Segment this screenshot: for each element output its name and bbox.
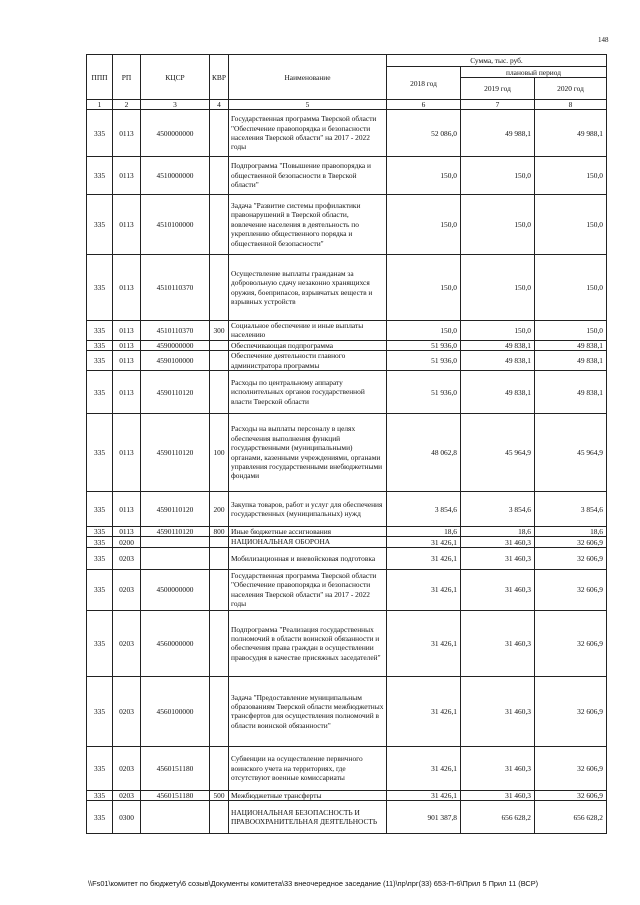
cell-2020: 18,6: [535, 527, 607, 537]
cell-2019: 31 460,3: [461, 676, 535, 746]
cell-name: Подпрограмма "Повышение правопорядка и общественной безопасности в Тверской области": [229, 157, 387, 195]
cell-ppp: 335: [87, 790, 113, 800]
cell-2019: 150,0: [461, 321, 535, 341]
col-number: 8: [535, 100, 607, 110]
cell-ppp: 335: [87, 371, 113, 414]
cell-rp: 0300: [113, 801, 141, 834]
cell-name: Иные бюджетные ассигнования: [229, 527, 387, 537]
cell-ppp: 335: [87, 255, 113, 321]
cell-name: Социальное обеспечение и иные выплаты населению: [229, 321, 387, 341]
cell-kcsr: 4500000000: [141, 110, 210, 157]
cell-2020: 45 964,9: [535, 414, 607, 492]
table-row: [87, 790, 607, 800]
header-kcsr: КЦСР: [141, 55, 210, 100]
cell-2018: 31 426,1: [387, 537, 461, 547]
cell-2018: 150,0: [387, 321, 461, 341]
cell-name: Осуществление выплаты гражданам за добровольную сдачу незаконно хранящихся оружия, боеприпасов, взрывчатых веществ и взрывных устройств: [229, 255, 387, 321]
cell-ppp: 335: [87, 746, 113, 790]
footer-file-path: \\Fs01\комитет по бюджету\6 созыв\Документы комитета\33 внеочередное заседание (11)\пр\прг(33) 653-П-6\Прил 5 Прил 11 (ВСР): [88, 879, 539, 888]
cell-name: Задача "Развитие системы профилактики правонарушений в Тверской области, вовлечение населения в деятельность по укреплению общественного порядка и общественной безопасности": [229, 195, 387, 255]
table-row: [87, 351, 607, 371]
cell-ppp: 335: [87, 110, 113, 157]
cell-2018: 48 062,8: [387, 414, 461, 492]
cell-rp: 0203: [113, 676, 141, 746]
header-2019: 2019 год: [461, 78, 535, 100]
cell-ppp: 335: [87, 351, 113, 371]
cell-name: Государственная программа Тверской области "Обеспечение правопорядка и безопасности населения Тверской области" на 2017 - 2022 годы: [229, 569, 387, 610]
cell-2020: 150,0: [535, 195, 607, 255]
table-row: [87, 676, 607, 746]
table-row: [87, 371, 607, 414]
cell-rp: 0113: [113, 157, 141, 195]
cell-2020: 150,0: [535, 255, 607, 321]
cell-name: Задача "Предоставление муниципальным образованиям Тверской области межбюджетных трансфертов для осуществления полномочий в области воинской обязанности": [229, 676, 387, 746]
cell-kcsr: 4590000000: [141, 340, 210, 350]
cell-name: Подпрограмма "Реализация государственных полномочий в области воинской обязанности и обеспечения права граждан в осуществлении правосудия в качестве присяжных заседателей": [229, 610, 387, 676]
col-number: 7: [461, 100, 535, 110]
cell-2018: 31 426,1: [387, 676, 461, 746]
cell-2019: 49 838,1: [461, 351, 535, 371]
cell-kcsr: 4510000000: [141, 157, 210, 195]
cell-2019: 31 460,3: [461, 746, 535, 790]
cell-name: Мобилизационная и вневойсковая подготовка: [229, 547, 387, 569]
cell-kcsr: 4510110370: [141, 255, 210, 321]
cell-ppp: 335: [87, 801, 113, 834]
table-row: [87, 321, 607, 341]
cell-2018: 31 426,1: [387, 746, 461, 790]
cell-2019: 18,6: [461, 527, 535, 537]
cell-kvr: [210, 255, 229, 321]
cell-name: Закупка товаров, работ и услуг для обеспечения государственных (муниципальных) нужд: [229, 492, 387, 527]
cell-2018: 18,6: [387, 527, 461, 537]
header-sum: Сумма, тыс. руб.: [387, 55, 607, 67]
cell-2019: 31 460,3: [461, 610, 535, 676]
cell-rp: 0113: [113, 351, 141, 371]
cell-2020: 32 606,9: [535, 547, 607, 569]
cell-2018: 3 854,6: [387, 492, 461, 527]
cell-kcsr: 4590110120: [141, 371, 210, 414]
cell-name: Обеспечивающая подпрограмма: [229, 340, 387, 350]
budget-table: [86, 54, 607, 834]
table-row: [87, 537, 607, 547]
cell-kvr: 100: [210, 414, 229, 492]
cell-kcsr: 4560000000: [141, 610, 210, 676]
col-number: 1: [87, 100, 113, 110]
cell-kcsr: 4510110370: [141, 321, 210, 341]
cell-2019: 3 854,6: [461, 492, 535, 527]
cell-rp: 0113: [113, 255, 141, 321]
cell-kvr: [210, 801, 229, 834]
cell-2020: 32 606,9: [535, 746, 607, 790]
cell-2020: 32 606,9: [535, 790, 607, 800]
cell-2020: 32 606,9: [535, 537, 607, 547]
table-row: [87, 527, 607, 537]
cell-kcsr: 4590100000: [141, 351, 210, 371]
cell-2020: 49 838,1: [535, 340, 607, 350]
cell-ppp: 335: [87, 321, 113, 341]
header-kvr: КВР: [210, 55, 229, 100]
cell-ppp: 335: [87, 610, 113, 676]
cell-kvr: [210, 610, 229, 676]
header-rp: РП: [113, 55, 141, 100]
table-row: [87, 492, 607, 527]
cell-2018: 31 426,1: [387, 610, 461, 676]
cell-rp: 0203: [113, 746, 141, 790]
cell-rp: 0113: [113, 527, 141, 537]
cell-kcsr: 4560151180: [141, 790, 210, 800]
cell-kcsr: 4560151180: [141, 746, 210, 790]
cell-2020: 49 838,1: [535, 371, 607, 414]
col-number: 4: [210, 100, 229, 110]
cell-kcsr: 4510100000: [141, 195, 210, 255]
cell-ppp: 335: [87, 157, 113, 195]
cell-2019: 31 460,3: [461, 537, 535, 547]
table-row: [87, 195, 607, 255]
cell-2020: 32 606,9: [535, 569, 607, 610]
cell-kvr: [210, 569, 229, 610]
cell-rp: 0113: [113, 321, 141, 341]
col-number: 2: [113, 100, 141, 110]
cell-2018: 150,0: [387, 255, 461, 321]
cell-2019: 31 460,3: [461, 547, 535, 569]
cell-2020: 49 988,1: [535, 110, 607, 157]
table-row: [87, 610, 607, 676]
header-name: Наименование: [229, 55, 387, 100]
cell-2019: 150,0: [461, 195, 535, 255]
cell-kvr: 800: [210, 527, 229, 537]
cell-kcsr: 4590110120: [141, 492, 210, 527]
cell-2019: 656 628,2: [461, 801, 535, 834]
table-row: [87, 255, 607, 321]
cell-2019: 49 838,1: [461, 340, 535, 350]
cell-kvr: [210, 110, 229, 157]
cell-2018: 150,0: [387, 157, 461, 195]
cell-kcsr: [141, 537, 210, 547]
cell-2020: 32 606,9: [535, 610, 607, 676]
header-2020: 2020 год: [535, 78, 607, 100]
cell-kcsr: [141, 801, 210, 834]
cell-kcsr: 4560100000: [141, 676, 210, 746]
cell-2018: 31 426,1: [387, 547, 461, 569]
table-row: [87, 340, 607, 350]
cell-2018: 51 936,0: [387, 371, 461, 414]
header-plan: плановый период: [461, 67, 607, 78]
cell-name: Обеспечение деятельности главного администратора программы: [229, 351, 387, 371]
cell-ppp: 335: [87, 492, 113, 527]
col-number: 5: [229, 100, 387, 110]
cell-ppp: 335: [87, 195, 113, 255]
cell-2018: 52 086,0: [387, 110, 461, 157]
cell-ppp: 335: [87, 547, 113, 569]
cell-kcsr: 4590110120: [141, 527, 210, 537]
cell-kcsr: 4500000000: [141, 569, 210, 610]
table-row: [87, 801, 607, 834]
cell-rp: 0113: [113, 110, 141, 157]
cell-rp: 0203: [113, 547, 141, 569]
cell-rp: 0113: [113, 414, 141, 492]
cell-kvr: [210, 351, 229, 371]
cell-2019: 45 964,9: [461, 414, 535, 492]
cell-rp: 0203: [113, 569, 141, 610]
cell-2019: 49 988,1: [461, 110, 535, 157]
cell-rp: 0113: [113, 371, 141, 414]
cell-2018: 31 426,1: [387, 790, 461, 800]
table-row: [87, 746, 607, 790]
col-number: 3: [141, 100, 210, 110]
cell-rp: 0113: [113, 492, 141, 527]
table-row: [87, 569, 607, 610]
cell-kvr: [210, 746, 229, 790]
cell-rp: 0203: [113, 790, 141, 800]
table-row: [87, 547, 607, 569]
col-number: 6: [387, 100, 461, 110]
cell-2019: 150,0: [461, 157, 535, 195]
cell-ppp: 335: [87, 676, 113, 746]
column-number-row: [87, 100, 607, 110]
cell-kvr: 300: [210, 321, 229, 341]
cell-rp: 0203: [113, 610, 141, 676]
cell-ppp: 335: [87, 340, 113, 350]
cell-name: Расходы на выплаты персоналу в целях обеспечения выполнения функций государственными (муниципальными) органами, казенными учреждениями, органами управления государственными внебюджетными фондами: [229, 414, 387, 492]
cell-kvr: [210, 157, 229, 195]
cell-kvr: [210, 537, 229, 547]
cell-2019: 31 460,3: [461, 569, 535, 610]
cell-kvr: [210, 547, 229, 569]
cell-rp: 0113: [113, 195, 141, 255]
cell-2020: 32 606,9: [535, 676, 607, 746]
cell-name: Межбюджетные трансферты: [229, 790, 387, 800]
cell-kcsr: [141, 547, 210, 569]
cell-ppp: 335: [87, 537, 113, 547]
cell-rp: 0200: [113, 537, 141, 547]
cell-ppp: 335: [87, 527, 113, 537]
cell-name: НАЦИОНАЛЬНАЯ БЕЗОПАСНОСТЬ И ПРАВООХРАНИТЕЛЬНАЯ ДЕЯТЕЛЬНОСТЬ: [229, 801, 387, 834]
cell-name: Государственная программа Тверской области "Обеспечение правопорядка и безопасности населения Тверской области" на 2017 - 2022 годы: [229, 110, 387, 157]
cell-2019: 31 460,3: [461, 790, 535, 800]
cell-2018: 150,0: [387, 195, 461, 255]
cell-name: Расходы по центральному аппарату исполнительных органов государственной власти Тверской области: [229, 371, 387, 414]
cell-ppp: 335: [87, 414, 113, 492]
table-row: [87, 110, 607, 157]
cell-kvr: [210, 676, 229, 746]
cell-ppp: 335: [87, 569, 113, 610]
cell-2020: 150,0: [535, 157, 607, 195]
cell-kvr: 200: [210, 492, 229, 527]
cell-2018: 901 387,8: [387, 801, 461, 834]
header-ppp: ППП: [87, 55, 113, 100]
cell-2018: 51 936,0: [387, 351, 461, 371]
page-number: 148: [598, 36, 609, 44]
cell-2020: 150,0: [535, 321, 607, 341]
cell-kvr: 500: [210, 790, 229, 800]
cell-2019: 150,0: [461, 255, 535, 321]
cell-2020: 49 838,1: [535, 351, 607, 371]
cell-2018: 31 426,1: [387, 569, 461, 610]
cell-2018: 51 936,0: [387, 340, 461, 350]
cell-2020: 656 628,2: [535, 801, 607, 834]
cell-rp: 0113: [113, 340, 141, 350]
cell-kvr: [210, 195, 229, 255]
cell-kcsr: 4590110120: [141, 414, 210, 492]
cell-kvr: [210, 371, 229, 414]
cell-2019: 49 838,1: [461, 371, 535, 414]
table-row: [87, 414, 607, 492]
table-row: [87, 157, 607, 195]
cell-2020: 3 854,6: [535, 492, 607, 527]
cell-name: НАЦИОНАЛЬНАЯ ОБОРОНА: [229, 537, 387, 547]
header-2018: 2018 год: [387, 67, 461, 100]
cell-name: Субвенции на осуществление первичного воинского учета на территориях, где отсутствуют военные комиссариаты: [229, 746, 387, 790]
cell-kvr: [210, 340, 229, 350]
